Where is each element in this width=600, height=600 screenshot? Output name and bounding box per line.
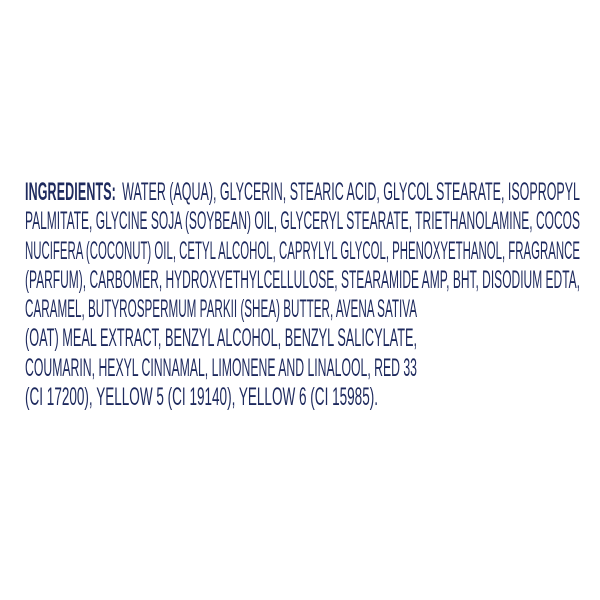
ingredients-line	[25, 266, 600, 295]
ingredients-line-text: (PARFUM), CARBOMER, HYDROXYETHYLCELLULOSE, STEARAMIDE AMP, BHT, DISODIUM EDTA,	[25, 265, 580, 294]
ingredients-line	[25, 324, 600, 353]
ingredients-line	[25, 354, 600, 383]
ingredients-line	[25, 207, 600, 236]
ingredients-line-text: CARAMEL, BUTYROSPERMUM PARKII (SHEA) BUTTER, AVENA SATIVA	[25, 295, 417, 324]
ingredients-line-text: (CI 17200), YELLOW 5 (CI 19140), YELLOW 6 (CI 15985).	[25, 383, 378, 412]
ingredients-line-text: NUCIFERA (COCONUT) OIL, CETYL ALCOHOL, CAPRYLYL GLYCOL, PHENOXYETHANOL, FRAGRANCE	[25, 236, 580, 265]
ingredients-line-text: COUMARIN, HEXYL CINNAMAL, LIMONENE AND LINALOOL, RED 33	[25, 353, 417, 382]
ingredients-line-text	[25, 178, 580, 207]
ingredients-line-text: PALMITATE, GLYCINE SOJA (SOYBEAN) OIL, GLYCERYL STEARATE, TRIETHANOLAMINE, COCOS	[25, 207, 580, 236]
ingredients-label	[25, 178, 600, 412]
ingredients-line	[25, 178, 600, 207]
ingredients-line	[25, 383, 600, 412]
ingredients-line	[25, 295, 600, 324]
ingredients-line-body: WATER (AQUA), GLYCERIN, STEARIC ACID, GLYCOL STEARATE, ISOPROPYL	[122, 178, 580, 206]
ingredients-line	[25, 237, 600, 266]
ingredients-line-text: (OAT) MEAL EXTRACT, BENZYL ALCOHOL, BENZYL SALICYLATE,	[25, 324, 417, 353]
ingredients-heading: INGREDIENTS:	[25, 178, 116, 206]
